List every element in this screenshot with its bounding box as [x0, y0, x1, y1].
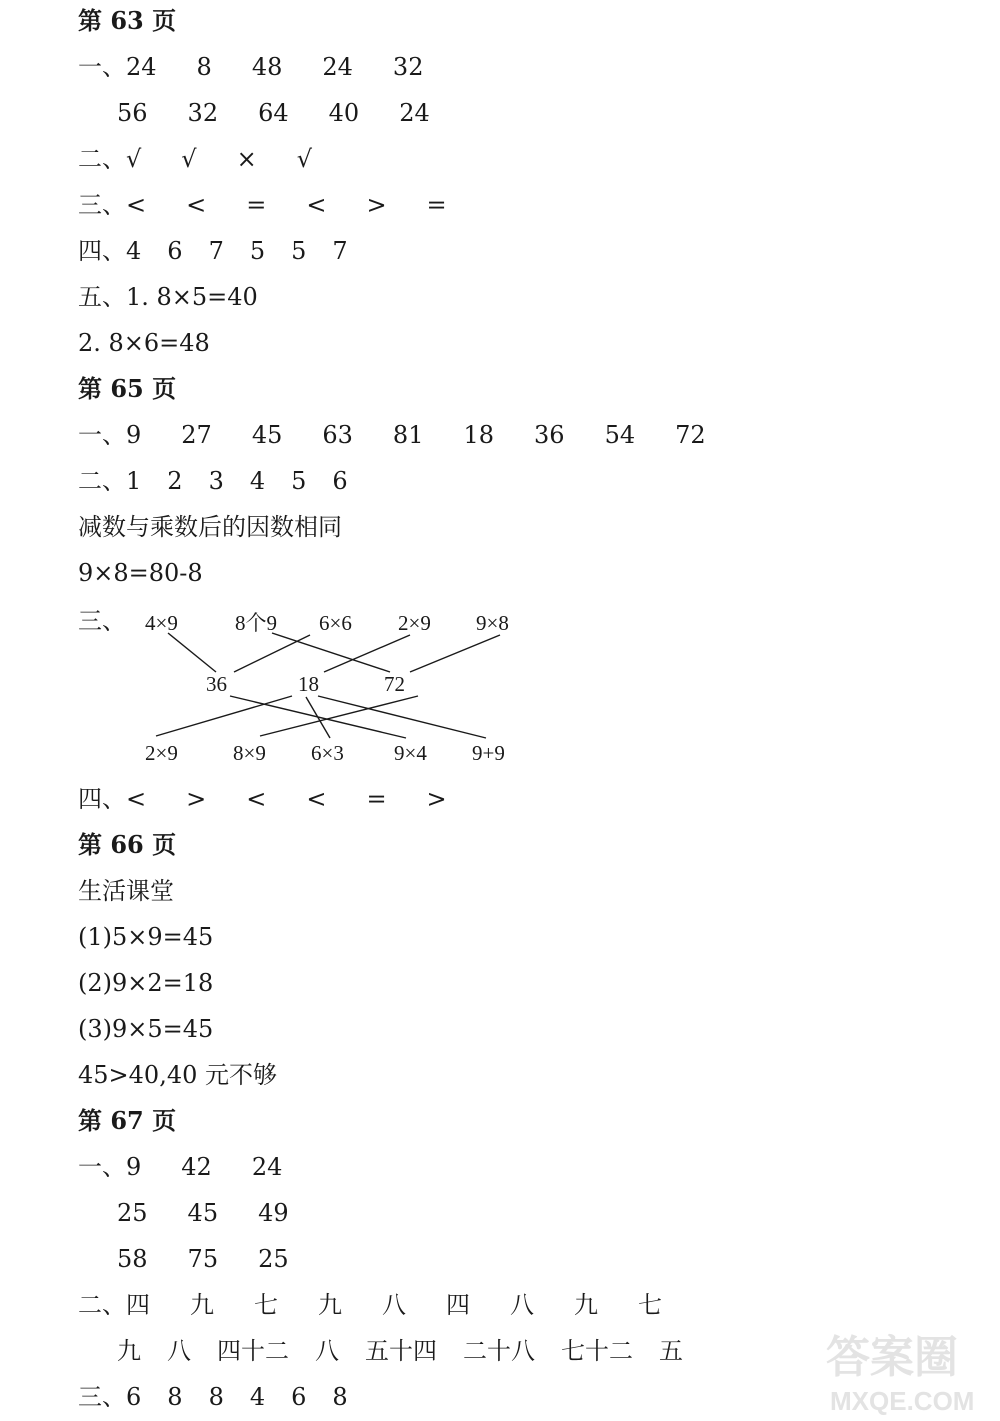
answer-item: = — [246, 191, 267, 219]
match-line — [324, 635, 410, 672]
match-line — [168, 633, 216, 672]
p63-q5-eq1: 1. 8×5=40 — [126, 283, 258, 311]
answer-item: 7 — [332, 237, 348, 265]
p63-q3-prefix: 三、 — [78, 191, 126, 219]
answer-item: 四十二 — [217, 1337, 289, 1365]
matching-middle-row — [206, 672, 405, 696]
answer-item: 32 — [392, 53, 424, 81]
answer-item: 40 — [328, 99, 360, 127]
answer-item: 56 — [117, 99, 148, 127]
answer-item: 5 — [291, 467, 307, 495]
answer-item: < — [306, 191, 327, 219]
page-66-heading: 第 66 页 — [78, 830, 177, 859]
p65-q4-prefix: 四、 — [78, 785, 126, 813]
answer-item: 18 — [463, 421, 495, 449]
answer-item: < — [306, 785, 327, 813]
p63-q3-row — [78, 190, 447, 220]
answer-item: 24 — [251, 1153, 283, 1181]
answer-item: = — [426, 191, 447, 219]
answer-item: 45 — [187, 1199, 219, 1227]
answer-item: 8 — [208, 1383, 224, 1411]
bottom-expr: 6×3 — [311, 741, 344, 765]
answer-item: 25 — [117, 1199, 148, 1227]
answer-item: 6 — [167, 237, 183, 265]
answer-item: √ — [126, 145, 142, 173]
answer-item: 75 — [187, 1245, 219, 1273]
middle-value: 18 — [298, 672, 319, 696]
answer-item: 九 — [574, 1291, 598, 1319]
answer-item: 45 — [251, 421, 283, 449]
answer-item: 27 — [181, 421, 212, 449]
answer-item: < — [126, 785, 147, 813]
matching-bottom-row — [145, 741, 505, 765]
answer-item: > — [186, 785, 207, 813]
p65-q2-note: 减数与乘数后的因数相同 — [78, 513, 342, 541]
answer-item: 八 — [510, 1291, 534, 1319]
middle-value: 36 — [206, 672, 227, 696]
p67-q3-row — [78, 1382, 348, 1412]
match-line — [230, 696, 406, 738]
p65-q3-matching-diagram — [0, 600, 600, 780]
p65-q2-equation: 9×8=80-8 — [78, 559, 203, 587]
p65-q2-row — [78, 466, 348, 496]
answer-item: 七 — [254, 1291, 278, 1319]
answer-item: 七十二 — [561, 1337, 633, 1365]
p63-q2-row — [78, 144, 312, 174]
p65-q3-prefix: 三、 — [78, 607, 126, 635]
match-line — [260, 696, 418, 736]
answer-item: 72 — [675, 421, 706, 449]
answer-item: 5 — [249, 237, 266, 265]
answer-item: 9 — [126, 421, 142, 449]
answer-item: < — [186, 191, 207, 219]
answer-item: 48 — [251, 53, 283, 81]
answer-item: = — [366, 785, 387, 813]
p67-q1-row3 — [117, 1244, 289, 1274]
bottom-expr: 9×4 — [394, 741, 427, 765]
answer-item: 八 — [167, 1337, 191, 1365]
match-line — [234, 635, 310, 672]
p67-q1-row2 — [117, 1198, 289, 1228]
matching-top-row — [145, 611, 509, 635]
p65-q4-row — [78, 784, 447, 814]
answer-item: 49 — [258, 1199, 289, 1227]
answer-item: 二十八 — [463, 1337, 535, 1365]
p65-q2-prefix: 二、 — [78, 467, 126, 495]
p63-q5-line2: 2. 8×6=48 — [78, 329, 210, 357]
page-65-heading: 第 65 页 — [78, 374, 177, 403]
top-expr: 9×8 — [476, 611, 509, 635]
answer-item: 36 — [534, 421, 565, 449]
p63-q5-line1 — [78, 282, 258, 312]
top-expr: 6×6 — [319, 611, 352, 635]
p66-line3: (3)9×5=45 — [78, 1015, 214, 1043]
p67-q2-row2 — [117, 1336, 683, 1366]
answer-item: 九 — [318, 1291, 342, 1319]
answer-item: 四 — [446, 1291, 470, 1319]
p67-q1-prefix: 一、 — [78, 1153, 126, 1181]
bottom-expr: 2×9 — [145, 741, 178, 765]
p63-q1-prefix: 一、 — [78, 53, 126, 81]
answer-item: 63 — [322, 421, 353, 449]
p66-line2: (2)9×2=18 — [78, 969, 214, 997]
answer-item: √ — [181, 145, 197, 173]
answer-item: 25 — [258, 1245, 289, 1273]
watermark-text: 答案圈 — [826, 1333, 958, 1382]
answer-item: 42 — [181, 1153, 212, 1181]
answer-item: 9 — [126, 1153, 142, 1181]
match-line — [156, 696, 292, 736]
watermark-sub: MXQE.COM — [830, 1386, 975, 1416]
answer-item: 7 — [208, 237, 224, 265]
answer-item: 4 — [126, 237, 142, 265]
answer-item: 8 — [196, 53, 212, 81]
p63-q1-row2 — [117, 98, 430, 128]
match-line — [272, 633, 390, 672]
p66-subtitle: 生活课堂 — [78, 877, 174, 905]
answer-item: 24 — [126, 53, 157, 81]
answer-item: 6 — [126, 1383, 142, 1411]
answer-item: 54 — [604, 421, 636, 449]
answer-item: × — [236, 145, 257, 173]
answer-item: 24 — [399, 99, 430, 127]
answer-item: 七 — [638, 1291, 662, 1319]
p63-q5-prefix: 五、 — [78, 283, 126, 311]
top-expr: 2×9 — [398, 611, 431, 635]
answer-item: 九 — [117, 1337, 141, 1365]
answer-item: 8 — [167, 1383, 183, 1411]
answer-item: 2 — [167, 467, 183, 495]
p65-q1-row — [78, 420, 706, 450]
bottom-expr: 9+9 — [472, 741, 505, 765]
p67-q1-row1 — [78, 1152, 282, 1182]
answer-item: 6 — [291, 1383, 307, 1411]
answer-item: 八 — [315, 1337, 339, 1365]
answer-item: 3 — [208, 467, 224, 495]
bottom-expr: 8×9 — [233, 741, 266, 765]
answer-item: 九 — [190, 1291, 214, 1319]
answer-item: 八 — [382, 1291, 406, 1319]
p66-line4: 45>40,40 元不够 — [78, 1061, 277, 1089]
answer-item: 58 — [117, 1245, 148, 1273]
answer-item: 4 — [249, 1383, 266, 1411]
top-expr: 4×9 — [145, 611, 178, 635]
p67-q3-prefix: 三、 — [78, 1383, 126, 1411]
answer-item: < — [126, 191, 147, 219]
answer-item: 五十四 — [365, 1337, 437, 1365]
answer-item: 1 — [126, 467, 142, 495]
middle-value: 72 — [384, 672, 405, 696]
p63-q1-row1 — [78, 52, 423, 82]
answer-item: > — [426, 785, 447, 813]
match-line — [410, 635, 500, 672]
p66-line1: (1)5×9=45 — [78, 923, 214, 951]
answer-item: 五 — [659, 1337, 683, 1365]
answer-item: 四 — [126, 1291, 150, 1319]
answer-item: 32 — [187, 99, 219, 127]
page-63-heading: 第 63 页 — [78, 6, 177, 35]
page-67-heading: 第 67 页 — [78, 1106, 177, 1135]
watermark-logo — [822, 1324, 992, 1416]
p67-q2-row1 — [78, 1290, 662, 1320]
top-expr: 8个9 — [235, 611, 277, 635]
answer-item: 8 — [332, 1383, 348, 1411]
answer-item: 6 — [332, 467, 348, 495]
answer-item: < — [246, 785, 267, 813]
match-line — [318, 696, 486, 738]
p65-q1-prefix: 一、 — [78, 421, 126, 449]
p63-q2-prefix: 二、 — [78, 145, 126, 173]
answer-item: 4 — [249, 467, 266, 495]
answer-item: 64 — [258, 99, 289, 127]
answer-item: 5 — [291, 237, 307, 265]
p67-q2-prefix: 二、 — [78, 1291, 126, 1319]
answer-item: > — [366, 191, 387, 219]
answer-item: 24 — [322, 53, 353, 81]
answer-item: 81 — [392, 421, 424, 449]
p63-q4-row — [78, 236, 348, 266]
answer-item: √ — [296, 145, 312, 173]
p63-q4-prefix: 四、 — [78, 237, 126, 265]
